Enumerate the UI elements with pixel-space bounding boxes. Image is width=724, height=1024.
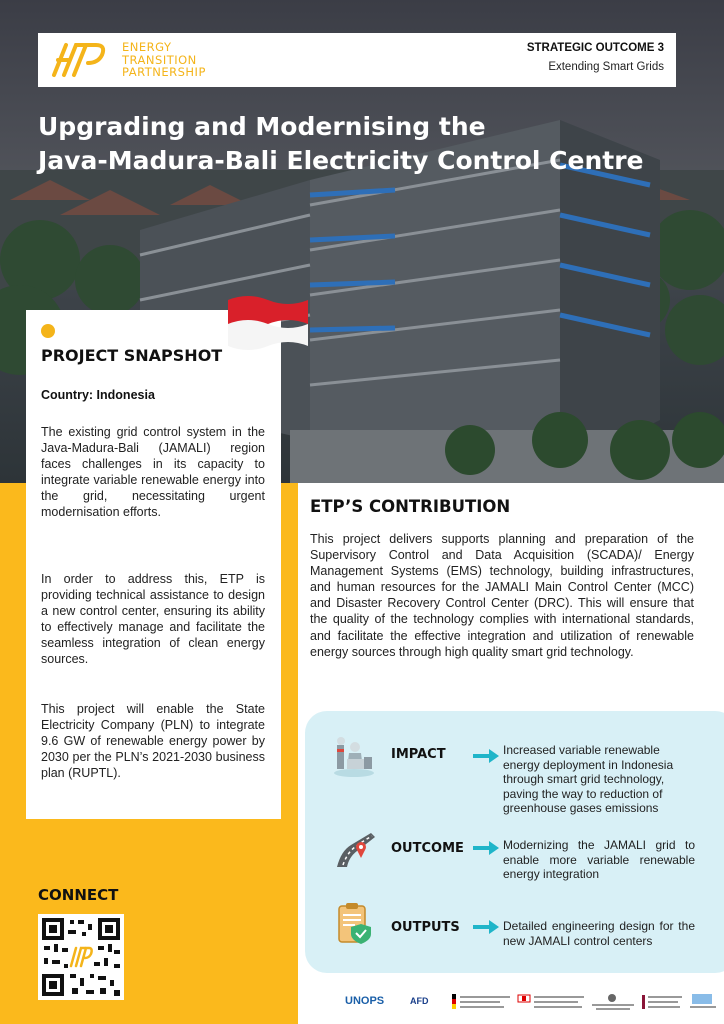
outputs-text: Detailed engineering design for the new JAMALI control centers bbox=[503, 919, 695, 948]
outcome-text: Modernizing the JAMALI grid to enable more variable renewable energy integration bbox=[503, 838, 695, 881]
logo-line-2: TRANSITION bbox=[122, 52, 197, 67]
partner-logo-strip bbox=[452, 992, 720, 1012]
clipboard-shield-icon bbox=[331, 900, 377, 946]
snapshot-paragraph: In order to address this, ETP is providing technical assistance to design a new control center, ensuring its ability to effectively manage and facilitate the seamless integration of clean energy sources. bbox=[41, 572, 265, 666]
logo-wordmark bbox=[122, 41, 206, 79]
header-banner bbox=[38, 33, 676, 87]
snapshot-country: Country: Indonesia bbox=[41, 388, 155, 402]
power-plant-icon bbox=[331, 733, 377, 779]
title-line-2: Java-Madura-Bali Electricity Control Centre bbox=[38, 146, 644, 175]
impact-text: Increased variable renewable energy deployment in Indonesia through smart grid technology, paving the way to reduction of greenhouse gases emissions bbox=[503, 743, 674, 815]
afd-logo: AFD bbox=[410, 996, 429, 1006]
page-title bbox=[38, 110, 678, 178]
unops-logo: UNOPS bbox=[345, 995, 385, 1007]
accent-dot-icon bbox=[41, 324, 55, 338]
connect-heading: CONNECT bbox=[38, 886, 119, 904]
project-snapshot-card bbox=[26, 310, 281, 819]
strategic-outcome-subtitle: Extending Smart Grids bbox=[548, 61, 664, 73]
strategic-outcome-label: STRATEGIC OUTCOME 3 bbox=[526, 42, 664, 54]
arrow-right-icon bbox=[473, 841, 499, 855]
partner-logos bbox=[340, 990, 720, 1014]
outputs-label: OUTPUTS bbox=[391, 920, 460, 935]
contribution-heading: ETP’S CONTRIBUTION bbox=[310, 497, 511, 516]
qr-code-icon[interactable] bbox=[38, 914, 124, 1000]
contribution-body: This project delivers supports planning and preparation of the Supervisory Control and Data Acquisition (SCADA)/ Energy Management Systems (EMS) technology, building infrastructures, and human resources for the JAMALI Main Control Center (MCC) and Disaster Recovery Control Center (DRC). This will ensure that the quality of the technology complies with international standards, and facilitate the effective integration and utilization of renewable energy sources through high quality smart grid technology. bbox=[310, 532, 694, 659]
logo-line-3: PARTNERSHIP bbox=[122, 65, 206, 79]
arrow-right-icon bbox=[473, 920, 499, 934]
road-icon bbox=[331, 825, 377, 871]
snapshot-paragraph: The existing grid control system in the Java-Madura-Bali (JAMALI) region faces challenges in its capacity to integrate variable renewable energy into the grid, necessitating urgent modernisation efforts. bbox=[41, 425, 265, 519]
title-line-1: Upgrading and Modernising the bbox=[38, 112, 486, 141]
outcome-label: OUTCOME bbox=[391, 841, 464, 856]
indonesia-flag-icon bbox=[224, 292, 312, 354]
snapshot-heading: PROJECT SNAPSHOT bbox=[41, 346, 223, 365]
snapshot-paragraph: This project will enable the State Electricity Company (PLN) to integrate 9.6 GW of renewable energy power by 2030 per the PLN’s 2021-2030 business plan (RUPTL). bbox=[41, 702, 265, 780]
impact-label: IMPACT bbox=[391, 747, 446, 762]
arrow-right-icon bbox=[473, 749, 499, 763]
etp-logo-icon bbox=[50, 41, 112, 79]
logo-line-1: ENERGY bbox=[122, 40, 172, 54]
